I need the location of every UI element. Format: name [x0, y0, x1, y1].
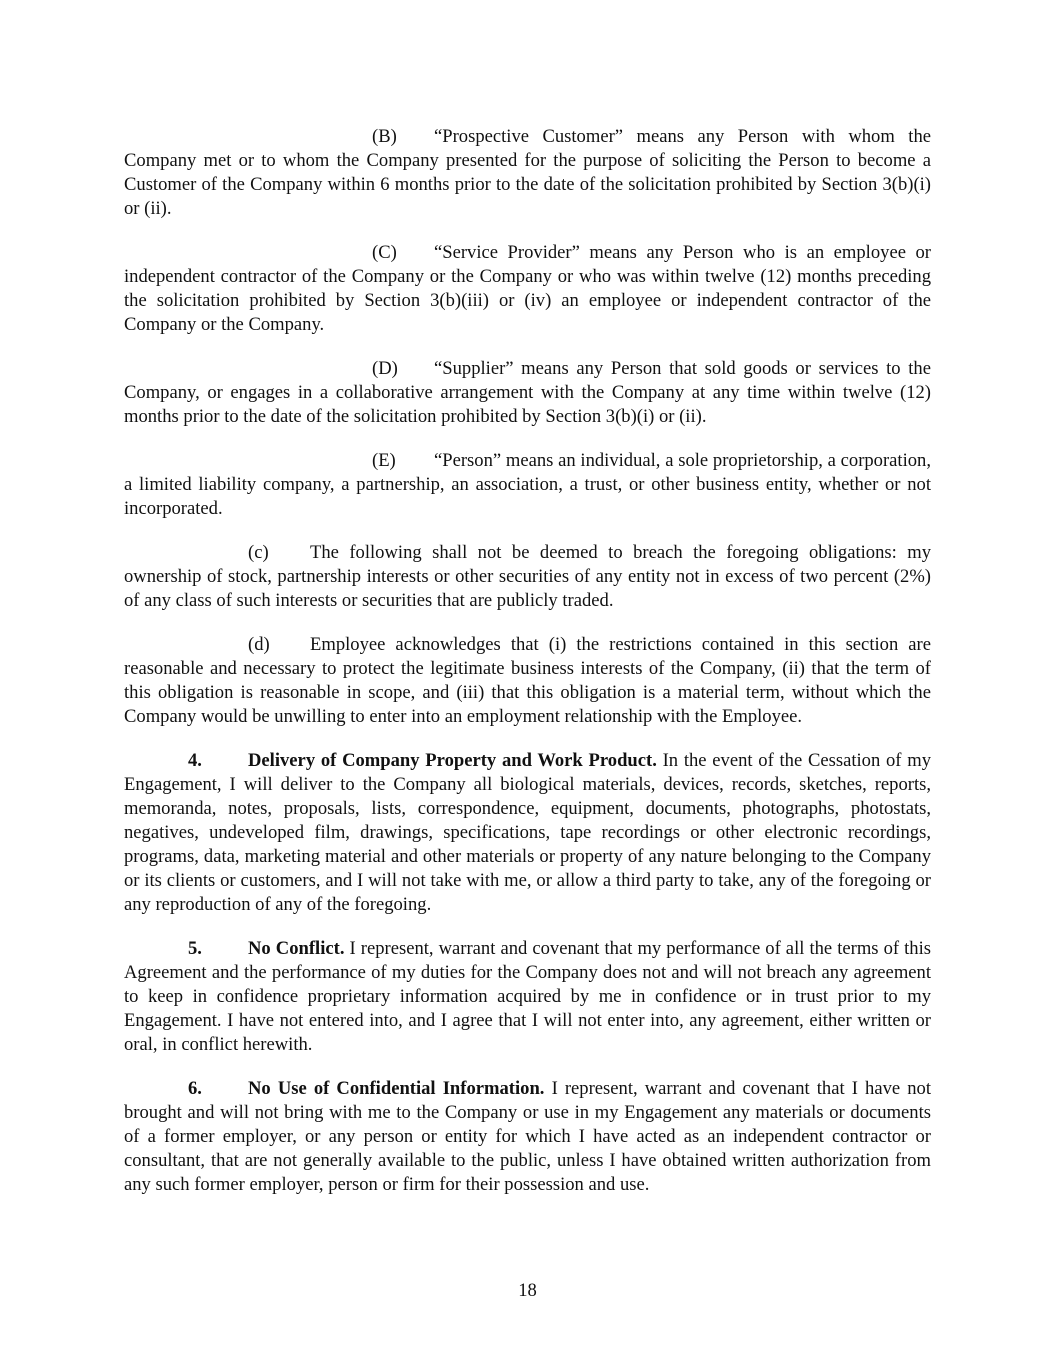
paragraph-text: I represent, warrant and covenant that I have not brought and will not bring with me to the Company or use in my Engagement any materials or documents of a former employer, or any person or entity for which I have acted as an independent contractor or consultant, that are not generally available to the public, unless I have obtained written authorization from any such former employer, person or firm for their possession and use.	[124, 1078, 931, 1195]
clause-acknowledgement	[124, 633, 931, 729]
section-heading: No Use of Confidential Information.	[248, 1078, 545, 1099]
paragraph-text: “Person” means an individual, a sole proprietorship, a corporation, a limited liability company, a partnership, an association, a trust, or other business entity, whether or not incorporated.	[124, 450, 931, 519]
section-number: 4.	[188, 750, 202, 771]
section-number: 5.	[188, 938, 202, 959]
clause-exceptions	[124, 541, 931, 613]
paragraph-text: “Supplier” means any Person that sold goods or services to the Company, or engages in a collaborative arrangement with the Company at any time within twelve (12) months prior to the date of the solicitation prohibited by Section 3(b)(i) or (ii).	[124, 358, 931, 427]
paragraph-label: (B)	[372, 126, 397, 147]
paragraph-text: The following shall not be deemed to breach the foregoing obligations: my ownership of stock, partnership interests or other securities of any entity not in excess of two percent (2%) of any class of such interests or securities that are publicly traded.	[124, 542, 931, 611]
document-body	[124, 125, 931, 1217]
section-heading: Delivery of Company Property and Work Product.	[248, 750, 657, 771]
section-no-conflict	[124, 937, 931, 1057]
paragraph-label: (D)	[372, 358, 398, 379]
paragraph-label: (c)	[248, 542, 269, 563]
paragraph-label: (d)	[248, 634, 270, 655]
paragraph-text: I represent, warrant and covenant that my performance of all the terms of this Agreement and the performance of my duties for the Company does not and will not breach any agreement to keep in confidence proprietary information acquired by me in confidence or in trust prior to my Engagement. I have not entered into, and I agree that I will not enter into, any agreement, either written or oral, in conflict herewith.	[124, 938, 931, 1055]
definition-person	[124, 449, 931, 521]
section-number: 6.	[188, 1078, 202, 1099]
definition-prospective-customer	[124, 125, 931, 221]
section-delivery-of-property	[124, 749, 931, 917]
paragraph-text: “Service Provider” means any Person who is an employee or independent contractor of the Company or the Company or who was within twelve (12) months preceding the solicitation prohibited by Section 3(b)(iii) or (iv) an employee or independent contractor of the Company or the Company.	[124, 242, 931, 335]
paragraph-label: (E)	[372, 450, 396, 471]
paragraph-label: (C)	[372, 242, 397, 263]
paragraph-text: “Prospective Customer” means any Person with whom the Company met or to whom the Company presented for the purpose of soliciting the Person to become a Customer of the Company within 6 months prior to the date of the solicitation prohibited by Section 3(b)(i) or (ii).	[124, 126, 931, 219]
page-number: 18	[518, 1280, 537, 1301]
paragraph-text: In the event of the Cessation of my Engagement, I will deliver to the Company all biological materials, devices, records, sketches, reports, memoranda, notes, proposals, lists, correspondence, equipment, documents, photographs, photostats, negatives, undeveloped film, drawings, specifications, tape recordings or other electronic recordings, programs, data, marketing material and other materials or property of any nature belonging to the Company or its clients or customers, and I will not take with me, or allow a third party to take, any of the foregoing or any reproduction of any of the foregoing.	[124, 750, 931, 915]
paragraph-text: Employee acknowledges that (i) the restrictions contained in this section are reasonable and necessary to protect the legitimate business interests of the Company, (ii) that the term of this obligation is reasonable in scope, and (iii) that this obligation is a material term, without which the Company would be unwilling to enter into an employment relationship with the Employee.	[124, 634, 931, 727]
section-no-use-of-confidential-information	[124, 1077, 931, 1197]
definition-supplier	[124, 357, 931, 429]
definition-service-provider	[124, 241, 931, 337]
section-heading: No Conflict.	[248, 938, 345, 959]
